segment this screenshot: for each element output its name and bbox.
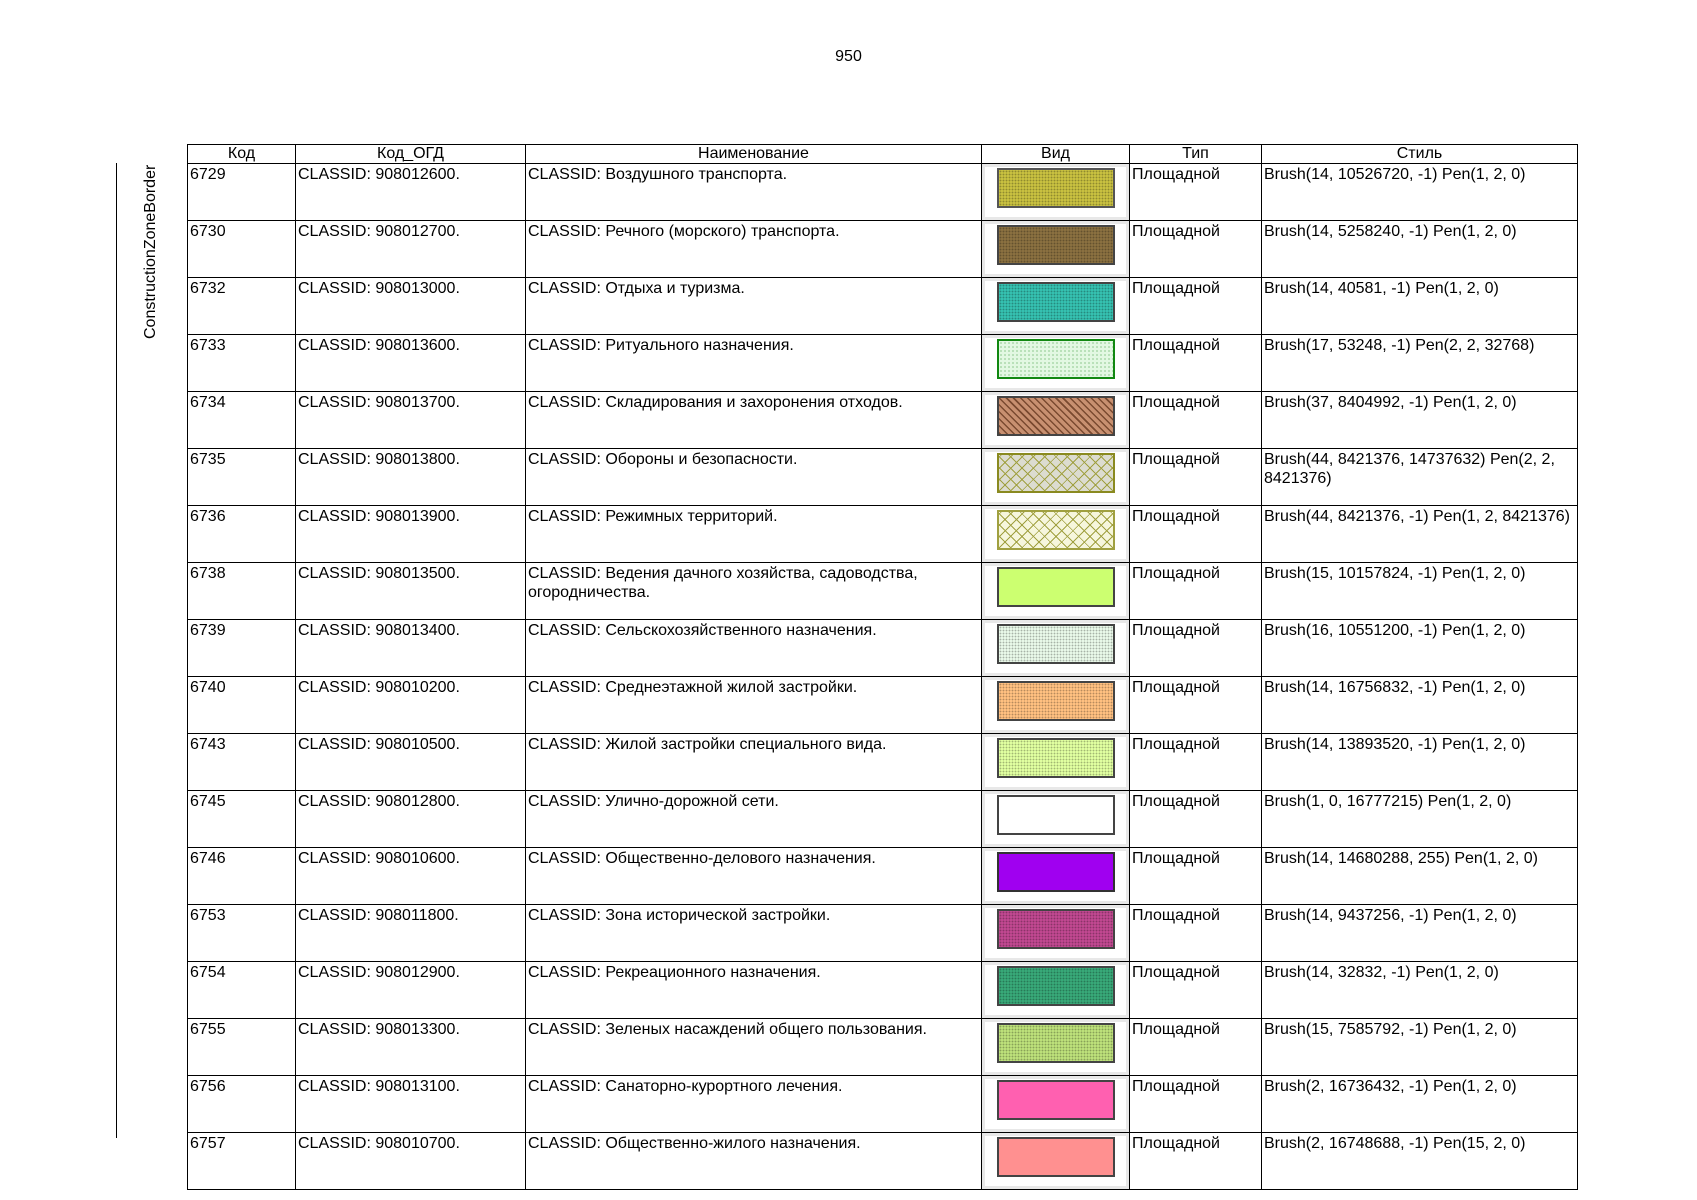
- table-row: [188, 848, 1578, 905]
- cell-code: 6739: [188, 620, 296, 677]
- cell-ogd-code: CLASSID: 908012600.: [296, 164, 526, 221]
- cell-ogd-code: CLASSID: 908010600.: [296, 848, 526, 905]
- cell-ogd-code: CLASSID: 908010500.: [296, 734, 526, 791]
- cell-code: 6757: [188, 1133, 296, 1190]
- cell-type: Площадной: [1130, 449, 1262, 506]
- cell-view: [982, 905, 1130, 962]
- table-row: [188, 392, 1578, 449]
- table-row: [188, 620, 1578, 677]
- cell-type: Площадной: [1130, 335, 1262, 392]
- fill-swatch: [997, 795, 1115, 835]
- cell-name: CLASSID: Улично-дорожной сети.: [526, 791, 982, 848]
- cell-type: Площадной: [1130, 392, 1262, 449]
- cell-ogd-code: CLASSID: 908013600.: [296, 335, 526, 392]
- cell-view: [982, 563, 1130, 620]
- cell-name: CLASSID: Складирования и захоронения отходов.: [526, 392, 982, 449]
- cell-code: 6740: [188, 677, 296, 734]
- cell-code: 6732: [188, 278, 296, 335]
- table-row: [188, 791, 1578, 848]
- cell-style: Brush(16, 10551200, -1) Pen(1, 2, 0): [1262, 620, 1578, 677]
- cell-ogd-code: CLASSID: 908012700.: [296, 221, 526, 278]
- fill-swatch: [997, 1023, 1115, 1063]
- cell-view: [982, 1019, 1130, 1076]
- cell-ogd-code: CLASSID: 908010200.: [296, 677, 526, 734]
- table-row: [188, 1133, 1578, 1190]
- cell-name: CLASSID: Общественно-делового назначения.: [526, 848, 982, 905]
- cell-view: [982, 392, 1130, 449]
- cell-type: Площадной: [1130, 905, 1262, 962]
- cell-type: Площадной: [1130, 962, 1262, 1019]
- cell-type: Площадной: [1130, 278, 1262, 335]
- cell-code: 6734: [188, 392, 296, 449]
- cell-name: CLASSID: Обороны и безопасности.: [526, 449, 982, 506]
- cell-view: [982, 848, 1130, 905]
- cell-view: [982, 335, 1130, 392]
- cell-name: CLASSID: Воздушного транспорта.: [526, 164, 982, 221]
- cell-type: Площадной: [1130, 1076, 1262, 1133]
- cell-view: [982, 1076, 1130, 1133]
- cell-type: Площадной: [1130, 734, 1262, 791]
- header-style: Стиль: [1262, 145, 1578, 164]
- cell-style: Brush(14, 16756832, -1) Pen(1, 2, 0): [1262, 677, 1578, 734]
- header-ogd-code: Код_ОГД: [296, 145, 526, 164]
- cell-name: CLASSID: Отдыха и туризма.: [526, 278, 982, 335]
- fill-swatch: [997, 225, 1115, 265]
- cell-ogd-code: CLASSID: 908013700.: [296, 392, 526, 449]
- cell-name: CLASSID: Рекреационного назначения.: [526, 962, 982, 1019]
- header-code: Код: [188, 145, 296, 164]
- cell-type: Площадной: [1130, 221, 1262, 278]
- cell-ogd-code: CLASSID: 908013300.: [296, 1019, 526, 1076]
- fill-swatch: [997, 624, 1115, 664]
- cell-ogd-code: CLASSID: 908013400.: [296, 620, 526, 677]
- cell-type: Площадной: [1130, 1133, 1262, 1190]
- cell-code: 6735: [188, 449, 296, 506]
- fill-swatch: [997, 396, 1115, 436]
- cell-name: CLASSID: Речного (морского) транспорта.: [526, 221, 982, 278]
- cell-name: CLASSID: Режимных территорий.: [526, 506, 982, 563]
- cell-code: 6736: [188, 506, 296, 563]
- fill-swatch: [997, 1080, 1115, 1120]
- cell-type: Площадной: [1130, 506, 1262, 563]
- cell-view: [982, 1133, 1130, 1190]
- cell-view: [982, 620, 1130, 677]
- cell-ogd-code: CLASSID: 908010700.: [296, 1133, 526, 1190]
- cell-style: Brush(44, 8421376, 14737632) Pen(2, 2, 8421376): [1262, 449, 1578, 506]
- cell-name: CLASSID: Ведения дачного хозяйства, садоводства, огородничества.: [526, 563, 982, 620]
- fill-swatch: [997, 510, 1115, 550]
- cell-type: Площадной: [1130, 563, 1262, 620]
- fill-swatch: [997, 909, 1115, 949]
- table-row: [188, 905, 1578, 962]
- cell-view: [982, 221, 1130, 278]
- cell-view: [982, 677, 1130, 734]
- cell-code: 6756: [188, 1076, 296, 1133]
- cell-style: Brush(14, 32832, -1) Pen(1, 2, 0): [1262, 962, 1578, 1019]
- cell-ogd-code: CLASSID: 908013900.: [296, 506, 526, 563]
- fill-swatch: [997, 168, 1115, 208]
- table-row: [188, 221, 1578, 278]
- side-rule: [116, 163, 118, 1138]
- table-row: [188, 506, 1578, 563]
- cell-name: CLASSID: Жилой застройки специального вида.: [526, 734, 982, 791]
- cell-style: Brush(14, 14680288, 255) Pen(1, 2, 0): [1262, 848, 1578, 905]
- fill-swatch: [997, 852, 1115, 892]
- table-row: [188, 335, 1578, 392]
- cell-style: Brush(15, 7585792, -1) Pen(1, 2, 0): [1262, 1019, 1578, 1076]
- cell-view: [982, 734, 1130, 791]
- cell-name: CLASSID: Зеленых насаждений общего пользования.: [526, 1019, 982, 1076]
- header-view: Вид: [982, 145, 1130, 164]
- cell-style: Brush(14, 5258240, -1) Pen(1, 2, 0): [1262, 221, 1578, 278]
- cell-style: Brush(14, 10526720, -1) Pen(1, 2, 0): [1262, 164, 1578, 221]
- cell-code: 6754: [188, 962, 296, 1019]
- cell-style: Brush(1, 0, 16777215) Pen(1, 2, 0): [1262, 791, 1578, 848]
- fill-swatch: [997, 282, 1115, 322]
- fill-swatch: [997, 339, 1115, 379]
- table-row: [188, 563, 1578, 620]
- cell-ogd-code: CLASSID: 908012800.: [296, 791, 526, 848]
- fill-swatch: [997, 567, 1115, 607]
- cell-style: Brush(17, 53248, -1) Pen(2, 2, 32768): [1262, 335, 1578, 392]
- cell-name: CLASSID: Зона исторической застройки.: [526, 905, 982, 962]
- table-row: [188, 278, 1578, 335]
- cell-ogd-code: CLASSID: 908013500.: [296, 563, 526, 620]
- table-row: [188, 677, 1578, 734]
- cell-view: [982, 962, 1130, 1019]
- fill-swatch: [997, 738, 1115, 778]
- cell-type: Площадной: [1130, 677, 1262, 734]
- header-type: Тип: [1130, 145, 1262, 164]
- cell-type: Площадной: [1130, 848, 1262, 905]
- cell-name: CLASSID: Сельскохозяйственного назначения.: [526, 620, 982, 677]
- fill-swatch: [997, 1137, 1115, 1177]
- cell-view: [982, 278, 1130, 335]
- cell-style: Brush(2, 16748688, -1) Pen(15, 2, 0): [1262, 1133, 1578, 1190]
- header-name: Наименование: [526, 145, 982, 164]
- cell-name: CLASSID: Санаторно-курортного лечения.: [526, 1076, 982, 1133]
- cell-code: 6733: [188, 335, 296, 392]
- cell-code: 6745: [188, 791, 296, 848]
- fill-swatch: [997, 966, 1115, 1006]
- page-number: 950: [835, 48, 862, 65]
- cell-code: 6738: [188, 563, 296, 620]
- cell-code: 6729: [188, 164, 296, 221]
- cell-style: Brush(15, 10157824, -1) Pen(1, 2, 0): [1262, 563, 1578, 620]
- table-row: [188, 1076, 1578, 1133]
- cell-style: Brush(37, 8404992, -1) Pen(1, 2, 0): [1262, 392, 1578, 449]
- cell-code: 6755: [188, 1019, 296, 1076]
- cell-style: Brush(2, 16736432, -1) Pen(1, 2, 0): [1262, 1076, 1578, 1133]
- cell-ogd-code: CLASSID: 908013000.: [296, 278, 526, 335]
- table-row: [188, 1019, 1578, 1076]
- cell-code: 6746: [188, 848, 296, 905]
- classification-table: [187, 144, 1578, 1190]
- side-label: ConstructionZoneBorder: [142, 164, 159, 339]
- cell-name: CLASSID: Общественно-жилого назначения.: [526, 1133, 982, 1190]
- fill-swatch: [997, 681, 1115, 721]
- cell-type: Площадной: [1130, 620, 1262, 677]
- cell-style: Brush(14, 40581, -1) Pen(1, 2, 0): [1262, 278, 1578, 335]
- cell-view: [982, 506, 1130, 563]
- cell-code: 6743: [188, 734, 296, 791]
- cell-view: [982, 164, 1130, 221]
- cell-type: Площадной: [1130, 164, 1262, 221]
- table-row: [188, 962, 1578, 1019]
- cell-type: Площадной: [1130, 1019, 1262, 1076]
- cell-name: CLASSID: Ритуального назначения.: [526, 335, 982, 392]
- table-header-row: [188, 145, 1578, 164]
- cell-view: [982, 449, 1130, 506]
- cell-type: Площадной: [1130, 791, 1262, 848]
- fill-swatch: [997, 453, 1115, 493]
- cell-style: Brush(14, 9437256, -1) Pen(1, 2, 0): [1262, 905, 1578, 962]
- cell-code: 6753: [188, 905, 296, 962]
- cell-view: [982, 791, 1130, 848]
- table-row: [188, 734, 1578, 791]
- table-row: [188, 449, 1578, 506]
- cell-style: Brush(14, 13893520, -1) Pen(1, 2, 0): [1262, 734, 1578, 791]
- cell-style: Brush(44, 8421376, -1) Pen(1, 2, 8421376): [1262, 506, 1578, 563]
- table-row: [188, 164, 1578, 221]
- cell-ogd-code: CLASSID: 908013100.: [296, 1076, 526, 1133]
- cell-code: 6730: [188, 221, 296, 278]
- cell-ogd-code: CLASSID: 908013800.: [296, 449, 526, 506]
- cell-ogd-code: CLASSID: 908011800.: [296, 905, 526, 962]
- cell-ogd-code: CLASSID: 908012900.: [296, 962, 526, 1019]
- cell-name: CLASSID: Среднеэтажной жилой застройки.: [526, 677, 982, 734]
